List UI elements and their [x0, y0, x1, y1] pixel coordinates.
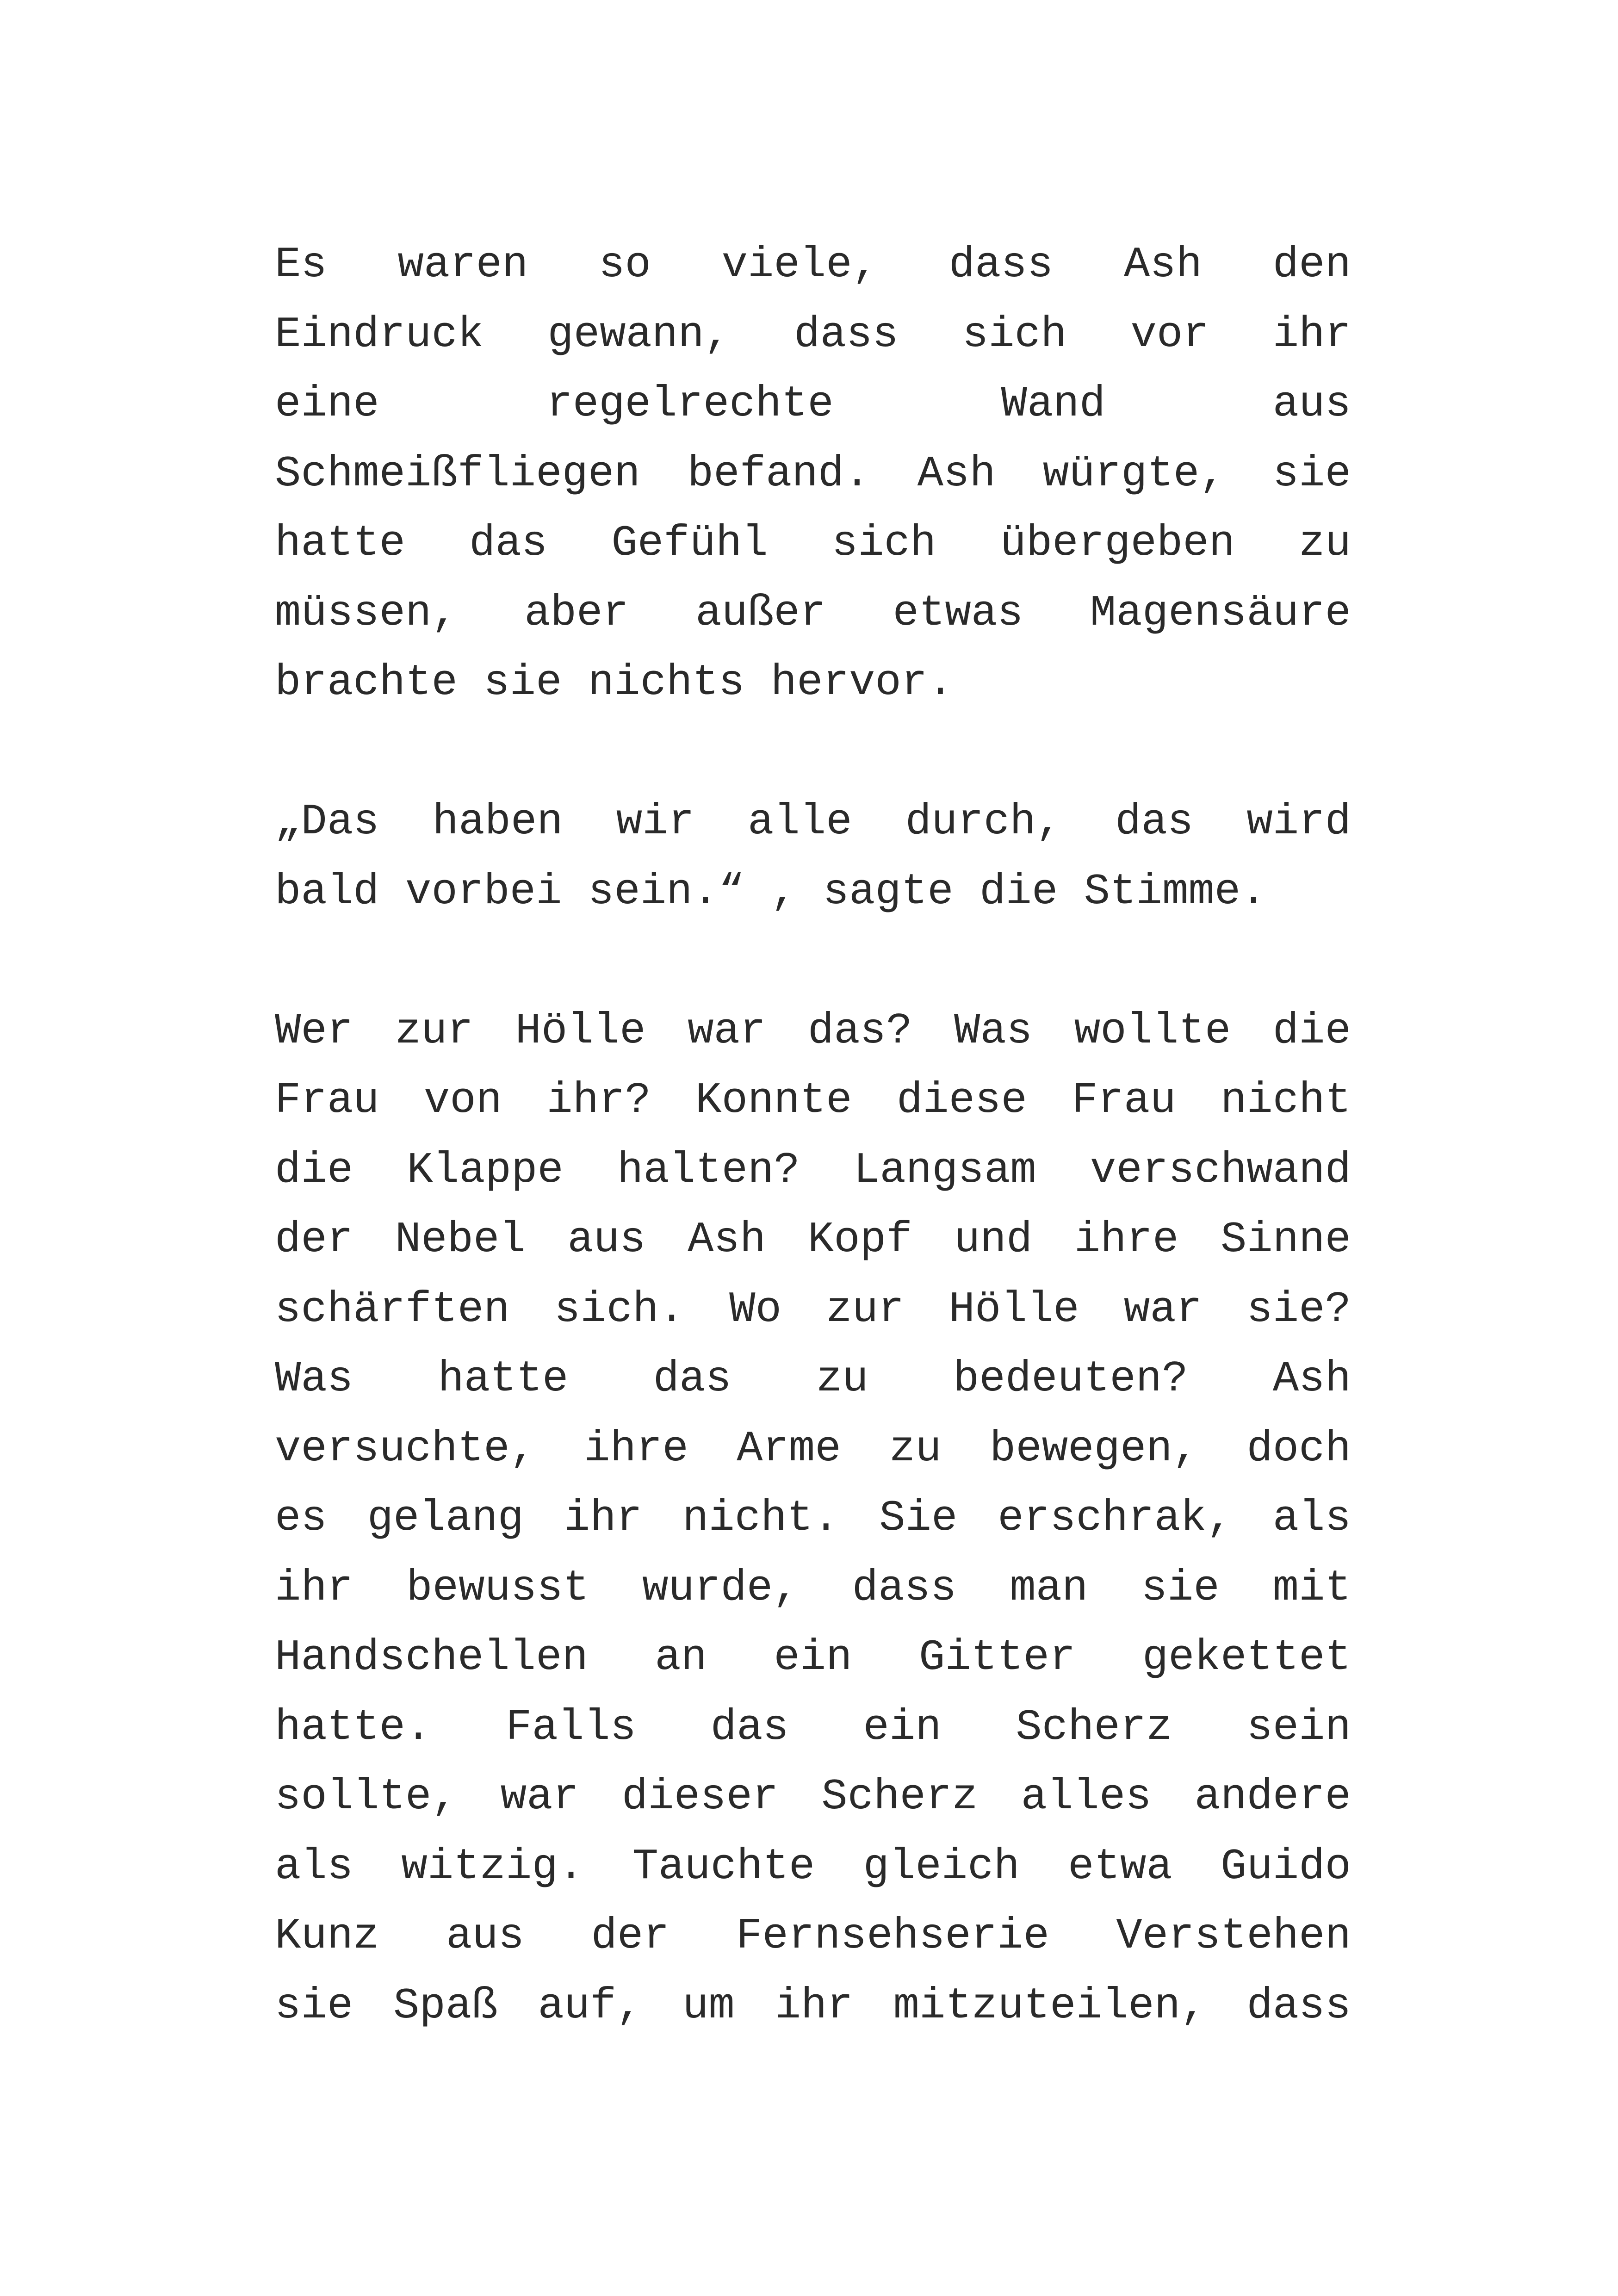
text-line: versuchte, ihre Arme zu bewegen, doch	[275, 1424, 1351, 1474]
paragraph-3	[275, 997, 1351, 2042]
text-line: die Klappe halten? Langsam verschwand	[275, 1146, 1351, 1195]
paragraph-1	[275, 230, 1351, 718]
text-line: Was hatte das zu bedeuten? Ash	[275, 1355, 1351, 1404]
text-line: bald vorbei sein.“ , sagte die Stimme.	[275, 867, 1267, 917]
text-line: hatte. Falls das ein Scherz sein	[275, 1703, 1351, 1752]
text-line: sollte, war dieser Scherz alles andere	[275, 1773, 1351, 1822]
text-line: Es waren so viele, dass Ash den	[275, 241, 1351, 290]
text-line: Eindruck gewann, dass sich vor ihr	[275, 310, 1351, 360]
text-line: „Das haben wir alle durch, das wird	[275, 798, 1351, 847]
text-line: der Nebel aus Ash Kopf und ihre Sinne	[275, 1216, 1351, 1265]
text-line: schärften sich. Wo zur Hölle war sie?	[275, 1285, 1351, 1334]
text-line: Handschellen an ein Gitter gekettet	[275, 1633, 1351, 1682]
text-line: Frau von ihr? Konnte diese Frau nicht	[275, 1076, 1351, 1125]
paragraph-2	[275, 788, 1351, 927]
text-line: hatte das Gefühl sich übergeben zu	[275, 519, 1351, 568]
text-line: als witzig. Tauchte gleich etwa Guido	[275, 1842, 1351, 1892]
text-line: Wer zur Hölle war das? Was wollte die	[275, 1006, 1351, 1056]
text-line: Kunz aus der Fernsehserie Verstehen	[275, 1912, 1351, 1961]
text-line: Schmeißfliegen befand. Ash würgte, sie	[275, 449, 1351, 499]
text-line: brachte sie nichts hervor.	[275, 658, 954, 707]
text-line: ihr bewusst wurde, dass man sie mit	[275, 1564, 1351, 1613]
text-line: eine regelrechte Wand aus	[275, 380, 1351, 429]
text-line: sie Spaß auf, um ihr mitzuteilen, dass	[275, 1981, 1351, 2031]
text-line: es gelang ihr nicht. Sie erschrak, als	[275, 1494, 1351, 1543]
text-line: müssen, aber außer etwas Magensäure	[275, 589, 1351, 638]
body-text	[275, 230, 1351, 2111]
